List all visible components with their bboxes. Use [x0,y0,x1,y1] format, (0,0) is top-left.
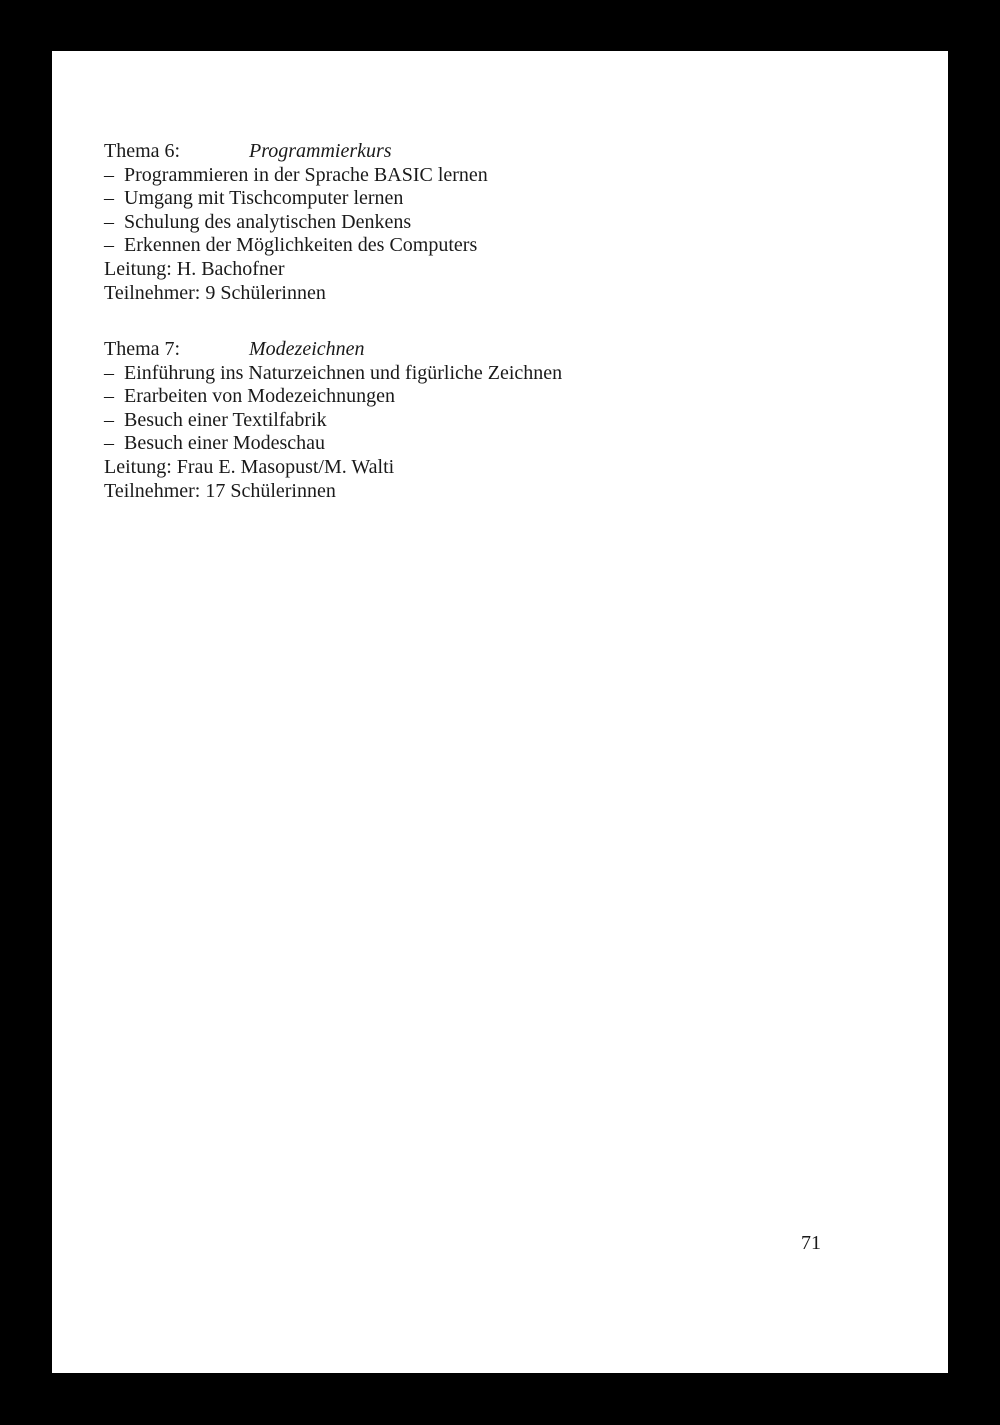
list-item [104,362,804,386]
list-marker: – [104,385,114,408]
list-marker: – [104,234,114,257]
list-item [104,164,804,188]
list-item [104,234,804,258]
teilnehmer-line: Teilnehmer: 17 Schülerinnen [104,479,336,502]
section-thema-7 [104,338,804,503]
topic-title: Programmierkurs [249,140,392,162]
topic-label: Thema 6: [104,140,181,162]
section-heading [104,338,804,362]
topic-title: Modezeichnen [249,338,365,360]
page-number: 71 [801,1232,821,1254]
document-page [52,51,948,1373]
list-marker: – [104,187,114,210]
list-marker: – [104,408,114,431]
list-item [104,211,804,235]
teilnehmer-line: Teilnehmer: 9 Schülerinnen [104,281,326,304]
list-item-text: Erarbeiten von Modezeichnungen [124,385,396,408]
leitung-line: Leitung: H. Bachofner [104,257,285,280]
list-marker: – [104,210,114,233]
list-item [104,385,804,409]
topic-label: Thema 7: [104,338,181,360]
list-item [104,409,804,433]
list-item [104,187,804,211]
list-item-text: Umgang mit Tischcomputer lernen [124,187,404,210]
list-item-text: Besuch einer Textilfabrik [124,408,327,431]
list-item-text: Schulung des analytischen Denkens [124,210,412,233]
leitung-line: Leitung: Frau E. Masopust/M. Walti [104,455,395,478]
list-marker: – [104,361,114,384]
list-item-text: Besuch einer Modeschau [124,432,326,455]
list-item-text: Programmieren in der Sprache BASIC lernen [124,163,488,186]
list-marker: – [104,163,114,186]
list-marker: – [104,432,114,455]
section-heading [104,140,804,164]
list-item-text: Erkennen der Möglichkeiten des Computers [124,234,478,257]
section-thema-6 [104,140,804,305]
list-item-text: Einführung ins Naturzeichnen und figürliche Zeichnen [124,361,563,384]
list-item [104,432,804,456]
